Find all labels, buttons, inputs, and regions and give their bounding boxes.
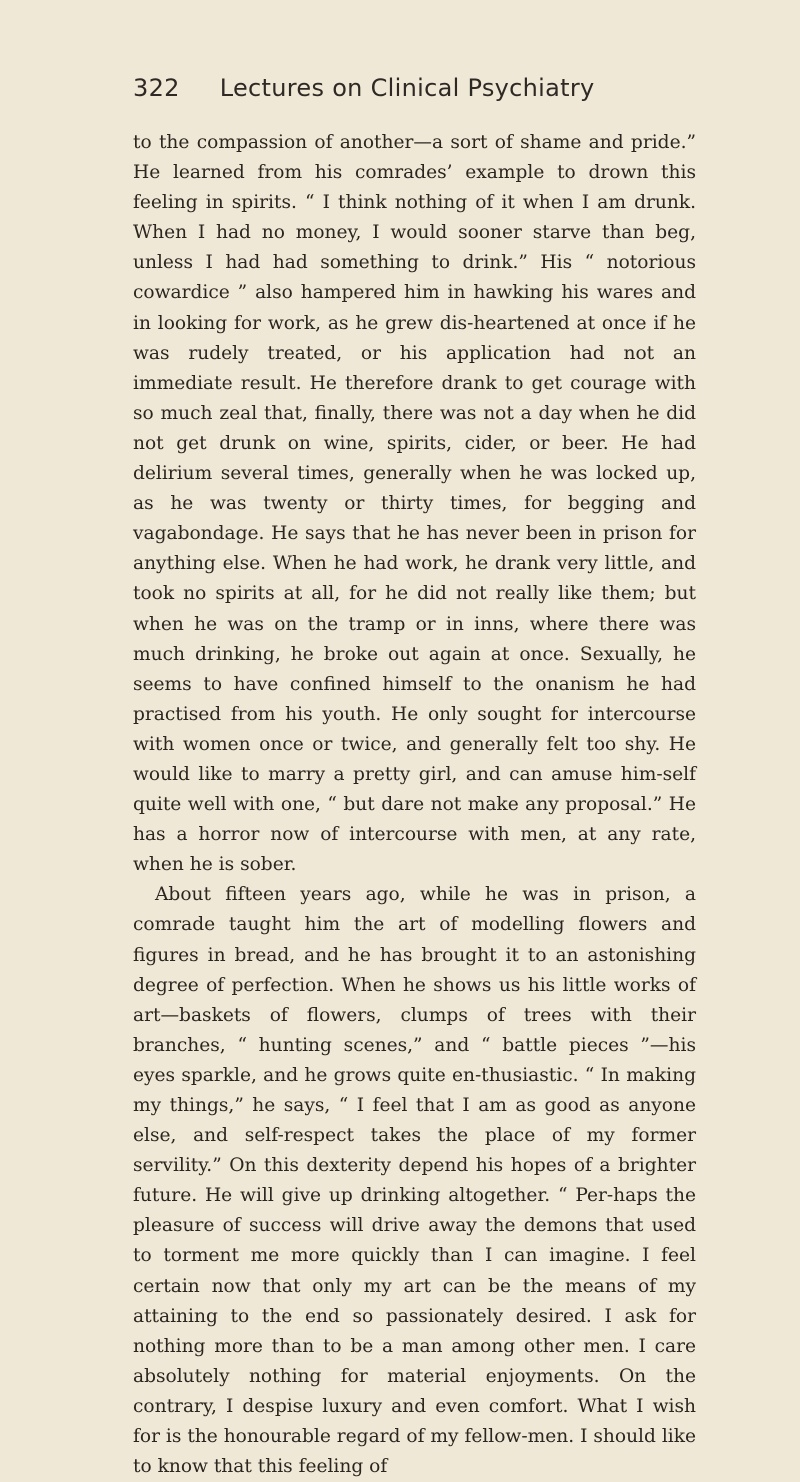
running-title: Lectures on Clinical Psychiatry [219, 74, 595, 102]
page-number: 322 [133, 74, 180, 102]
running-head [133, 74, 696, 114]
paragraph: About fifteen years ago, while he was in prison, a comrade taught him the art of modelling flowers and figures in bread, and he has brought it to an astonishing degree of perfection. When he shows us his little works of art—baskets of flowers, clumps of trees with their branches, “ hunting scenes,” and “ battle pieces ”—his eyes sparkle, and he grows quite en-thusiastic. “ In making my things,” he says, “ I feel that I am as good as anyone else, and self-respect takes the place of my former servility.” On this dexterity depend his hopes of a brighter future. He will give up drinking altogether. “ Per-haps the pleasure of success will drive away the demons that used to torment me more quickly than I can imagine. I feel certain now that only my art can be the means of my attaining to the end so passionately desired. I ask for nothing more than to be a man among other men. I care absolutely nothing for material enjoyments. On the contrary, I despise luxury and even comfort. What I wish for is the honourable regard of my fellow-men. I should like to know that this feeling of [133, 884, 696, 1478]
paragraph: to the compassion of another—a sort of shame and pride.” He learned from his comrades’ example to drown this feeling in spirits. “ I think nothing of it when I am drunk. When I had no money, I would sooner starve than beg, unless I had had something to drink.” His “ notorious cowardice ” also hampered him in hawking his wares and in looking for work, as he grew dis-heartened at once if he was rudely treated, or his application had not an immediate result. He therefore drank to get courage with so much zeal that, finally, there was not a day when he did not get drunk on wine, spirits, cider, or beer. He had delirium several times, generally when he was locked up, as he was twenty or thirty times, for begging and vagabondage. He says that he has never been in prison for anything else. When he had work, he drank very little, and took no spirits at all, for he did not really like them; but when he was on the tramp or in inns, where there was much drinking, he broke out again at once. Sexually, he seems to have confined himself to the onanism he had practised from his youth. He only sought for intercourse with women once or twice, and generally felt too shy. He would like to marry a pretty girl, and can amuse him-self quite well with one, “ but dare not make any proposal.” He has a horror now of intercourse with men, at any rate, when he is sober. [133, 132, 696, 876]
body-text [133, 128, 696, 1482]
